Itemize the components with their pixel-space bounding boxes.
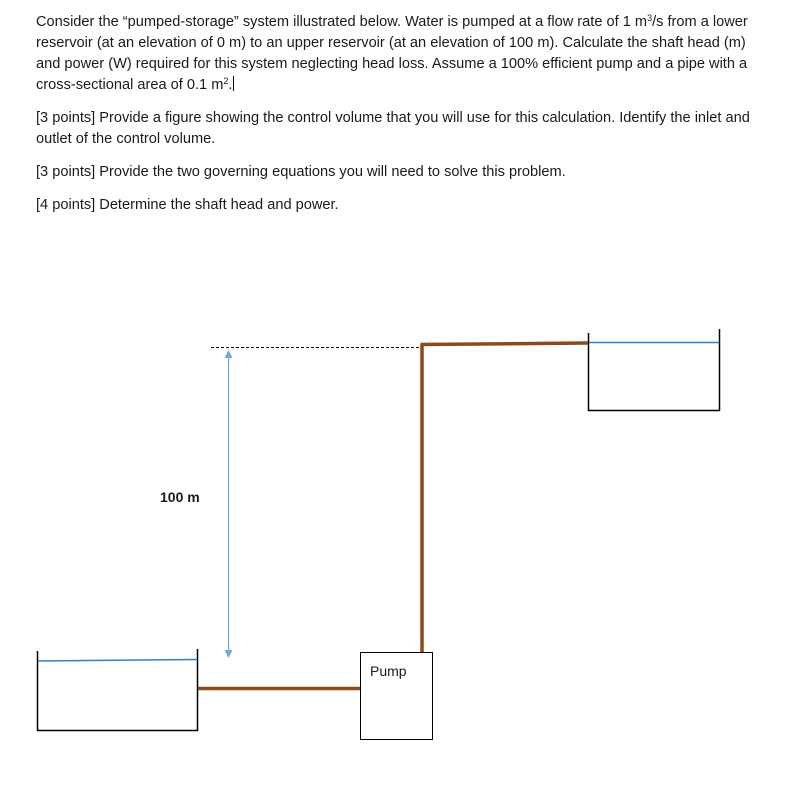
elevation-indicator bbox=[160, 348, 420, 655]
lower-water-surface bbox=[38, 660, 197, 662]
upper-reservoir bbox=[588, 329, 720, 411]
intro-text-3: . bbox=[228, 77, 233, 93]
intro-superscript-squared: 2 bbox=[223, 76, 229, 86]
lower-reservoir bbox=[37, 649, 198, 731]
pump-label: Pump bbox=[370, 663, 407, 679]
outlet-pipe bbox=[421, 343, 589, 345]
intro-superscript-cubed: 3 bbox=[647, 13, 653, 23]
intro-text-2: /s from a lower reservoir (at an elevation of 0 m) to an upper reservoir (at an elevation of 100 m). Calculate the shaft head (m) and power (W) required for this system neglecting head loss. Assume a 100% efficient pump and a pipe with a cross-sectional area of 0.1 m bbox=[36, 14, 748, 93]
intro-text-1: Consider the “pumped-storage” system illustrated below. Water is pumped at a flow rate of 1 m bbox=[36, 14, 648, 30]
pipe-system bbox=[198, 343, 588, 689]
height-label: 100 m bbox=[160, 489, 200, 505]
problem-part-2: [3 points] Provide the two governing equations you will need to solve this problem. bbox=[36, 164, 566, 180]
problem-part-3: [4 points] Determine the shaft head and power. bbox=[36, 197, 339, 213]
pump bbox=[361, 653, 433, 740]
problem-part-1: [3 points] Provide a figure showing the control volume that you will use for this calculation. Identify the inlet and outlet of the control volume. bbox=[36, 110, 750, 147]
